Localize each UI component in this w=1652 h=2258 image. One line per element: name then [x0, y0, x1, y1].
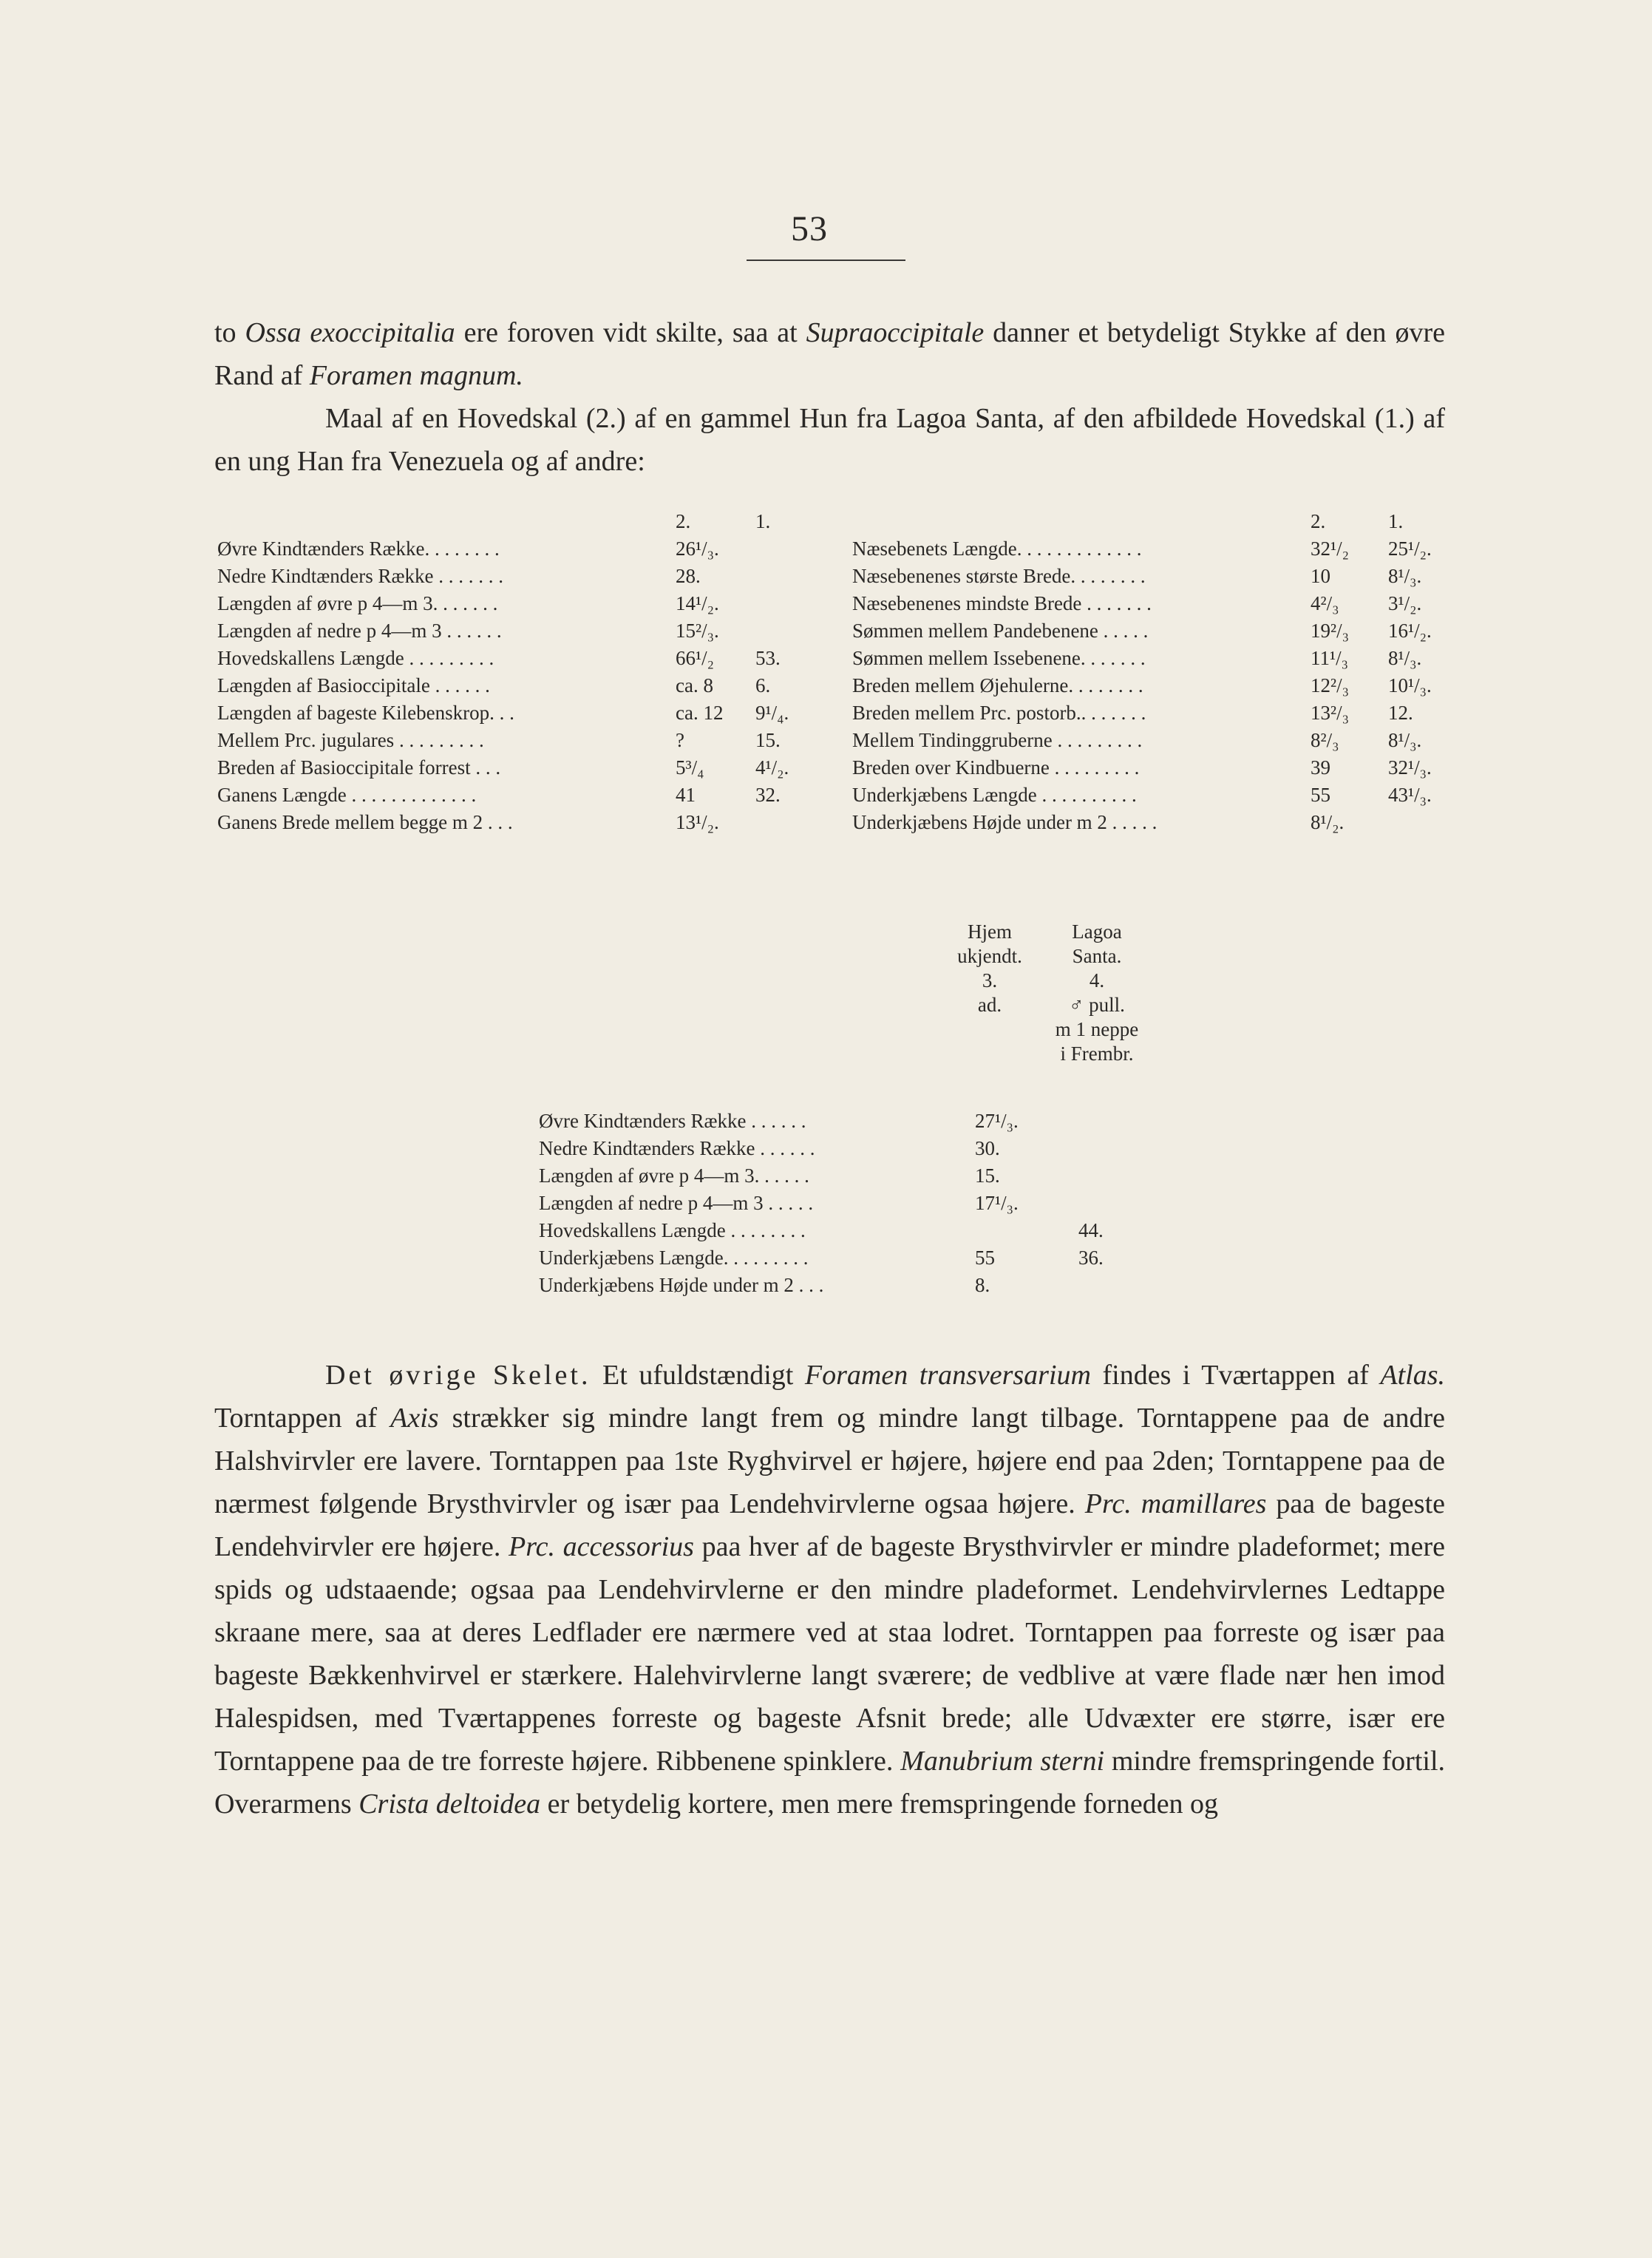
- row-value-1: 32¹/₂: [1311, 538, 1350, 560]
- table-row: [852, 699, 1444, 727]
- row-label: Næsebenenes mindste Brede . . . . . . .: [852, 592, 1152, 614]
- table-row: [539, 1190, 1204, 1217]
- table-row: [852, 754, 1444, 782]
- row-label: Ganens Brede mellem begge m 2 . . .: [217, 811, 513, 833]
- table-row: [852, 617, 1444, 645]
- row-label: Underkjæbens Længde . . . . . . . . . .: [852, 784, 1137, 806]
- row-value-1: 55: [1311, 784, 1330, 806]
- row-label: Længden af øvre p 4—m 3. . . . . .: [539, 1164, 809, 1187]
- table-row: [852, 563, 1444, 590]
- row-value-1: 17¹/₃.: [975, 1192, 1019, 1214]
- table-row: [539, 1162, 1204, 1190]
- row-value-1: 55: [975, 1247, 995, 1269]
- row-value-2: 25¹/₂.: [1388, 538, 1432, 560]
- row-value-1: 30.: [975, 1137, 1000, 1159]
- col-head-hjem: Hjem ukjendt. 3. ad.: [957, 921, 1022, 1016]
- row-label: Underkjæbens Højde under m 2 . . . . .: [852, 811, 1158, 833]
- intro-text: [214, 311, 1445, 483]
- row-value-2: 16¹/₂.: [1388, 620, 1432, 642]
- row-label: Hovedskallens Længde . . . . . . . .: [539, 1219, 806, 1241]
- col-head-1: 1.: [755, 510, 771, 532]
- row-value-2: 3¹/₂.: [1388, 592, 1422, 614]
- row-value-2: 44.: [1078, 1219, 1104, 1241]
- row-value-1: 8²/₃: [1311, 729, 1339, 751]
- table-row: [852, 535, 1444, 563]
- row-value-1: ca. 12: [676, 702, 724, 724]
- row-value-2: 8¹/₃.: [1388, 647, 1422, 669]
- table-row: [852, 782, 1444, 809]
- row-value-1: 19²/₃: [1311, 620, 1350, 642]
- table-row: [217, 645, 809, 672]
- row-value-2: 4¹/₂.: [755, 756, 789, 779]
- row-label: Længden af øvre p 4—m 3. . . . . . .: [217, 592, 498, 614]
- row-value-2: 53.: [755, 647, 781, 669]
- row-label: Øvre Kindtænders Række . . . . . .: [539, 1110, 806, 1132]
- row-value-1: 27¹/₃.: [975, 1110, 1019, 1132]
- row-value-1: 39: [1311, 756, 1330, 779]
- col-head-2: 2.: [1311, 510, 1326, 532]
- col-head-1: 1.: [1388, 510, 1404, 532]
- row-value-2: 32¹/₃.: [1388, 756, 1432, 779]
- row-value-1: 41: [676, 784, 696, 806]
- row-value-1: ?: [676, 729, 684, 751]
- table-row: [852, 645, 1444, 672]
- row-value-1: ca. 8: [676, 674, 713, 696]
- row-value-1: 15.: [975, 1164, 1000, 1187]
- page-number-rule: [747, 260, 905, 261]
- row-value-2: 8¹/₃.: [1388, 729, 1422, 751]
- table-row: [217, 782, 809, 809]
- table-row: [217, 727, 809, 754]
- row-value-1: 8¹/₂.: [1311, 811, 1345, 833]
- table-header: [217, 508, 809, 535]
- row-value-1: 5³/₄: [676, 756, 704, 779]
- table-row: [217, 535, 809, 563]
- table-row: [217, 754, 809, 782]
- row-value-2: 36.: [1078, 1247, 1104, 1269]
- table-row: [217, 617, 809, 645]
- row-label: Breden over Kindbuerne . . . . . . . . .: [852, 756, 1140, 779]
- intro-paragraph-1: to Ossa exoccipitalia ere foroven vidt skilte, saa at Supraoccipitale danner et betydeligt Stykke af den øvre Rand af Foramen magnum.: [214, 317, 1445, 391]
- row-label: Ganens Længde . . . . . . . . . . . . .: [217, 784, 477, 806]
- row-label: Næsebenets Længde. . . . . . . . . . . . .: [852, 538, 1142, 560]
- col-head-2: 2.: [676, 510, 691, 532]
- intro-paragraph-2: Maal af en Hovedskal (2.) af en gammel Hun fra Lagoa Santa, af den afbildede Hovedskal (1.) af en ung Han fra Venezuela og af andre:: [214, 403, 1445, 477]
- table-row: [539, 1108, 1204, 1135]
- table-row: [217, 672, 809, 699]
- table-row: [852, 727, 1444, 754]
- row-label: Underkjæbens Højde under m 2 . . .: [539, 1274, 824, 1296]
- row-label: Breden mellem Prc. postorb.. . . . . . .: [852, 702, 1146, 724]
- row-value-2: 6.: [755, 674, 771, 696]
- row-label: Næsebenenes største Brede. . . . . . . .: [852, 565, 1146, 587]
- table-row: [539, 1217, 1204, 1244]
- row-label: Øvre Kindtænders Række. . . . . . . .: [217, 538, 500, 560]
- row-label: Længden af nedre p 4—m 3 . . . . .: [539, 1192, 814, 1214]
- page-number: 53: [791, 209, 828, 248]
- row-value-1: 15²/₃.: [676, 620, 719, 642]
- section-heading: Det øvrige Skelet.: [325, 1360, 591, 1391]
- row-value-2: 15.: [755, 729, 781, 751]
- row-value-2: 8¹/₃.: [1388, 565, 1422, 587]
- row-value-2: 32.: [755, 784, 781, 806]
- row-label: Sømmen mellem Pandebenene . . . . .: [852, 620, 1149, 642]
- skeleton-paragraph: Det øvrige Skelet. Et ufuldstændigt Foramen transversarium findes i Tværtappen af Atlas. Torntappen af Axis strækker sig mindre langt frem og mindre langt tilbage. Torntappene paa de andre Halshvirvler ere lavere. Torntappen paa 1ste Ryghvirvel er højere, højere end paa 2den; Torntappene paa de nærmest følgende Brysthvirvler og især paa Lendehvirvlerne ogsaa højere. Prc. mamillares paa de bageste Lendehvirvler ere højere. Prc. accessorius paa hver af de bageste Brysthvirvler er mindre pladeformet; mere spids og udstaaende; ogsaa paa Lendehvirvlerne er den mindre pladeformet. Lendehvirvlernes Ledtappe skraane mere, saa at deres Ledflader ere nærmere ved at staa lodret. Torntappen paa forreste og især paa bageste Bækkenhvirvel er stærkere. Halehvirvlerne langt sværere; de vedblive at være flade nær hen imod Halespidsen, med Tværtappenes forreste og bageste Afsnit brede; alle Udvæxter ere større, især ere Torntappene paa de tre forreste højere. Ribbenene spinklere. Manubrium sterni mindre fremspringende fortil. Overarmens Crista deltoidea er betydelig kortere, men mere fremspringende forneden og: [214, 1360, 1446, 1820]
- row-value-1: 28.: [676, 565, 701, 587]
- table-row: [539, 1244, 1204, 1272]
- row-value-2: 10¹/₃.: [1388, 674, 1432, 696]
- row-label: Nedre Kindtænders Række . . . . . .: [539, 1137, 815, 1159]
- measurement-table-right: [852, 508, 1444, 836]
- row-value-1: 4²/₃: [1311, 592, 1339, 614]
- row-label: Mellem Tindinggruberne . . . . . . . . .: [852, 729, 1143, 751]
- table-row: [217, 809, 809, 836]
- row-value-1: 12²/₃: [1311, 674, 1350, 696]
- table-row: [852, 672, 1444, 699]
- measurement-table-left: [217, 508, 809, 836]
- row-label: Mellem Prc. jugulares . . . . . . . . .: [217, 729, 484, 751]
- table-row: [217, 563, 809, 590]
- row-value-2: 9¹/₄.: [755, 702, 789, 724]
- table-row: [539, 1272, 1204, 1299]
- row-value-1: 13¹/₂.: [676, 811, 719, 833]
- table-header: [852, 508, 1444, 535]
- row-label: Underkjæbens Længde. . . . . . . . .: [539, 1247, 809, 1269]
- row-value-1: 10: [1311, 565, 1330, 587]
- row-value-2: 43¹/₃.: [1388, 784, 1432, 806]
- row-value-1: 13²/₃: [1311, 702, 1350, 724]
- row-label: Længden af nedre p 4—m 3 . . . . . .: [217, 620, 502, 642]
- row-label: Nedre Kindtænders Række . . . . . . .: [217, 565, 503, 587]
- row-value-1: 11¹/₃: [1311, 647, 1349, 669]
- row-label: Længden af Basioccipitale . . . . . .: [217, 674, 490, 696]
- row-value-2: 12.: [1388, 702, 1413, 724]
- row-label: Længden af bageste Kilebenskrop. . .: [217, 702, 514, 724]
- row-value-1: 26¹/₃.: [676, 538, 719, 560]
- row-value-1: 14¹/₂.: [676, 592, 719, 614]
- row-label: Breden mellem Øjehulerne. . . . . . . .: [852, 674, 1143, 696]
- table-row: [852, 809, 1444, 836]
- row-value-1: 66¹/₂: [676, 647, 715, 669]
- table-row: [217, 590, 809, 617]
- row-value-1: 8.: [975, 1274, 990, 1296]
- row-label: Hovedskallens Længde . . . . . . . . .: [217, 647, 494, 669]
- row-label: Breden af Basioccipitale forrest . . .: [217, 756, 501, 779]
- row-label: Sømmen mellem Issebenene. . . . . . .: [852, 647, 1146, 669]
- table-row: [217, 699, 809, 727]
- col-head-lagoa-santa: Lagoa Santa. 4. ♂ pull. m 1 neppe i Frembr.: [1055, 921, 1139, 1065]
- table-row: [539, 1135, 1204, 1162]
- table-row: [852, 590, 1444, 617]
